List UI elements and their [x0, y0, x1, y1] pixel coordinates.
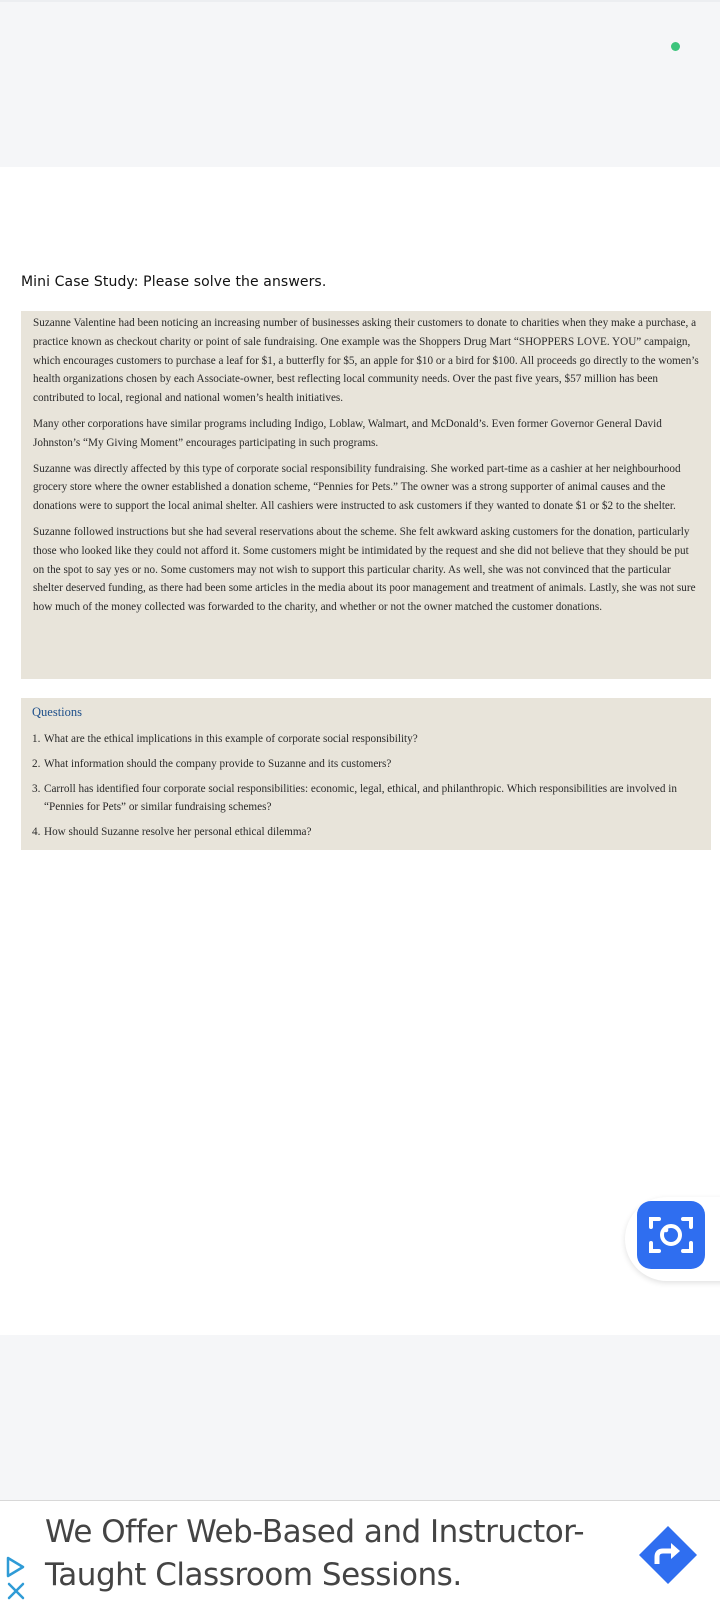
question-item-1: [32, 730, 699, 749]
question-text: Carroll has identified four corporate social responsibilities: economic, legal, ethical, and philanthropic. Which responsibilities are involved in “Pennies for Pets” or similar fundraising schemes?: [44, 782, 677, 814]
question-heading: Mini Case Study: Please solve the answers.: [21, 274, 327, 290]
question-text: What information should the company provide to Suzanne and its customers?: [44, 757, 392, 770]
ad-headline[interactable]: We Offer Web-Based and Instructor-Taught Classroom Sessions.: [45, 1514, 585, 1593]
case-paragraph-4: Suzanne followed instructions but she had several reservations about the scheme. She felt awkward asking customers for the donation, particularly those who looked like they could not afford it. Some customers might be intimidated by the request and she did not believe that they should be put on the spot to say yes or no. Some customers may not wish to support this particular charity. As well, she was not convinced that the particular shelter deserved funding, as there had been some articles in the media about its poor management and treatment of animals. Lastly, she was not sure how much of the money collected was forwarded to the charity, and whether or not the owner matched the customer donations.: [33, 525, 696, 614]
question-number: 4.: [32, 826, 41, 839]
ad-close-icon[interactable]: [6, 1581, 26, 1601]
case-paragraph-1: Suzanne Valentine had been noticing an increasing number of businesses asking their customers to donate to charities when they make a purchase, a practice known as checkout charity or point of sale fundraising. One example was the Shoppers Drug Mart “SHOPPERS LOVE. YOU” campaign, which encourages customers to purchase a leaf for $1, a butterfly for $5, an apple for $10 or a bird for $100. All proceeds go directly to the women’s health organizations chosen by each Associate-owner, best reflecting local community needs. Over the past five years, $57 million has been contributed to local, regional and national women’s health initiatives.: [33, 317, 699, 405]
online-status-dot: [671, 42, 680, 51]
questions-title: Questions: [32, 705, 82, 719]
questions-image: [21, 698, 711, 850]
question-item-4: [32, 823, 699, 842]
camera-scan-icon: [647, 1213, 695, 1257]
question-number: 2.: [32, 757, 41, 770]
question-number: 1.: [32, 733, 41, 745]
case-paragraph-2: Many other corporations have similar programs including Indigo, Loblaw, Walmart, and McDonald’s. Even former Governor General David Johnston’s “My Giving Moment” encourages participating in such programs.: [33, 417, 662, 449]
bottom-blank-area: [0, 1335, 720, 1500]
questions-list: [32, 730, 699, 842]
question-number: 3.: [32, 782, 41, 795]
question-text: How should Suzanne resolve her personal ethical dilemma?: [44, 826, 312, 839]
camera-scan-button[interactable]: [637, 1201, 705, 1269]
question-item-2: [32, 755, 699, 774]
ad-cta-arrow-icon[interactable]: [637, 1524, 699, 1586]
question-item-3: [32, 780, 699, 818]
ad-banner[interactable]: [0, 1500, 720, 1612]
question-text: What are the ethical implications in this example of corporate social responsibility?: [44, 733, 418, 745]
top-blank-area: [0, 0, 720, 167]
floating-scan-panel: [625, 1197, 720, 1281]
case-study-image: [21, 311, 711, 679]
question-content: [0, 167, 720, 1335]
case-paragraph-3: Suzanne was directly affected by this type of corporate social responsibility fundraising. She worked part-time as a cashier at her neighbourhood grocery store where the owner established a donation scheme, “Pennies for Pets.” The owner was a strong supporter of animal causes and the donations were to support the local animal shelter. All cashiers were instructed to ask customers if they wanted to donate $1 or $2 to the shelter.: [33, 462, 681, 513]
adchoices-play-icon[interactable]: [5, 1555, 27, 1579]
